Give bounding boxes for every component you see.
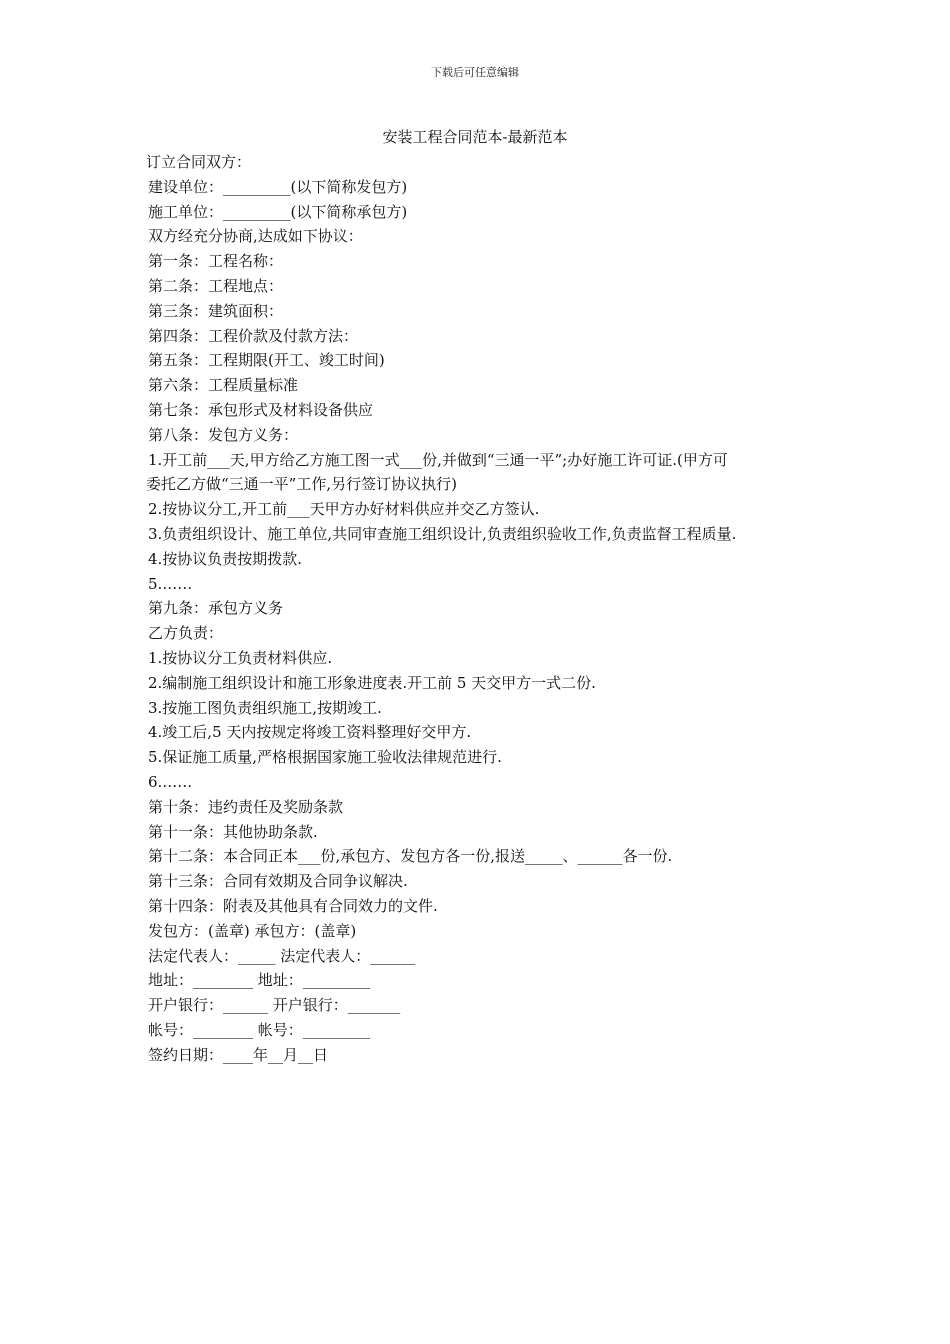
contract-line: 双方经充分协商,达成如下协议：	[148, 227, 363, 246]
contract-line: 第十二条：本合同正本___份,承包方、发包方各一份,报送_____、______各一份.	[148, 847, 673, 866]
contract-line: 委托乙方做“三通一平”工作,另行签订协议执行)	[146, 475, 457, 494]
contract-line: 2.编制施工组织设计和施工形象进度表.开工前 5 天交甲方一式二份.	[148, 673, 596, 692]
contract-line: 6.……	[148, 772, 193, 791]
contract-line: 第四条：工程价款及付款方法：	[148, 326, 359, 345]
contract-line: 第十四条：附表及其他具有合同效力的文件.	[148, 896, 438, 915]
contract-line: 第一条：工程名称：	[148, 252, 284, 271]
contract-line: 地址：________ 地址：_________	[148, 971, 371, 990]
contract-line: 第三条：建筑面积：	[148, 301, 284, 320]
contract-line: 3.负责组织设计、施工单位,共同审查施工组织设计,负责组织验收工作,负责监督工程质量.	[148, 524, 737, 543]
contract-line: 3.按施工图负责组织施工,按期竣工.	[148, 698, 382, 717]
contract-line: 第十条：违约责任及奖励条款	[148, 797, 344, 816]
header-note: 下载后可任意编辑	[431, 66, 519, 79]
contract-line: 第二条：工程地点：	[148, 276, 284, 295]
contract-line: 第十一条：其他协助条款.	[148, 822, 318, 841]
contract-line: 开户银行：______ 开户银行：_______	[148, 996, 401, 1015]
contract-line: 帐号：________ 帐号：_________	[148, 1020, 371, 1039]
contract-line: 发包方：(盖章) 承包方：(盖章)	[148, 921, 357, 940]
contract-line: 第七条：承包形式及材料设备供应	[148, 400, 374, 419]
contract-line: 5.保证施工质量,严格根据国家施工验收法律规范进行.	[148, 748, 502, 767]
contract-line: 1.按协议分工负责材料供应.	[148, 648, 333, 667]
contract-line: 1.开工前___天,甲方给乙方施工图一式___份,并做到“三通一平”;办好施工许可证.(甲方可	[148, 450, 728, 469]
contract-line: 订立合同双方：	[146, 153, 252, 171]
contract-line: 建设单位：_________(以下简称发包方)	[148, 177, 408, 196]
contract-line: 4.按协议负责按期拨款.	[148, 549, 303, 568]
contract-body	[146, 150, 810, 1067]
contract-line: 第八条：发包方义务：	[148, 425, 299, 444]
contract-line: 施工单位：_________(以下简称承包方)	[148, 202, 408, 221]
contract-line: 签约日期：____年__月__日	[148, 1045, 329, 1064]
contract-line: 第九条：承包方义务	[148, 599, 284, 618]
contract-line: 5.……	[148, 574, 193, 593]
contract-line: 乙方负责：	[148, 624, 224, 643]
contract-line: 2.按协议分工,开工前___天甲方办好材料供应并交乙方签认.	[148, 500, 540, 519]
contract-line: 第六条：工程质量标准	[148, 376, 299, 395]
contract-line: 第五条：工程期限(开工、竣工时间)	[148, 351, 385, 370]
contract-line: 法定代表人：_____ 法定代表人：______	[148, 946, 416, 965]
contract-line: 4.竣工后,5 天内按规定将竣工资料整理好交甲方.	[148, 723, 472, 742]
contract-line: 第十三条：合同有效期及合同争议解决.	[148, 872, 408, 891]
document-title: 安装工程合同范本-最新范本	[382, 128, 568, 146]
